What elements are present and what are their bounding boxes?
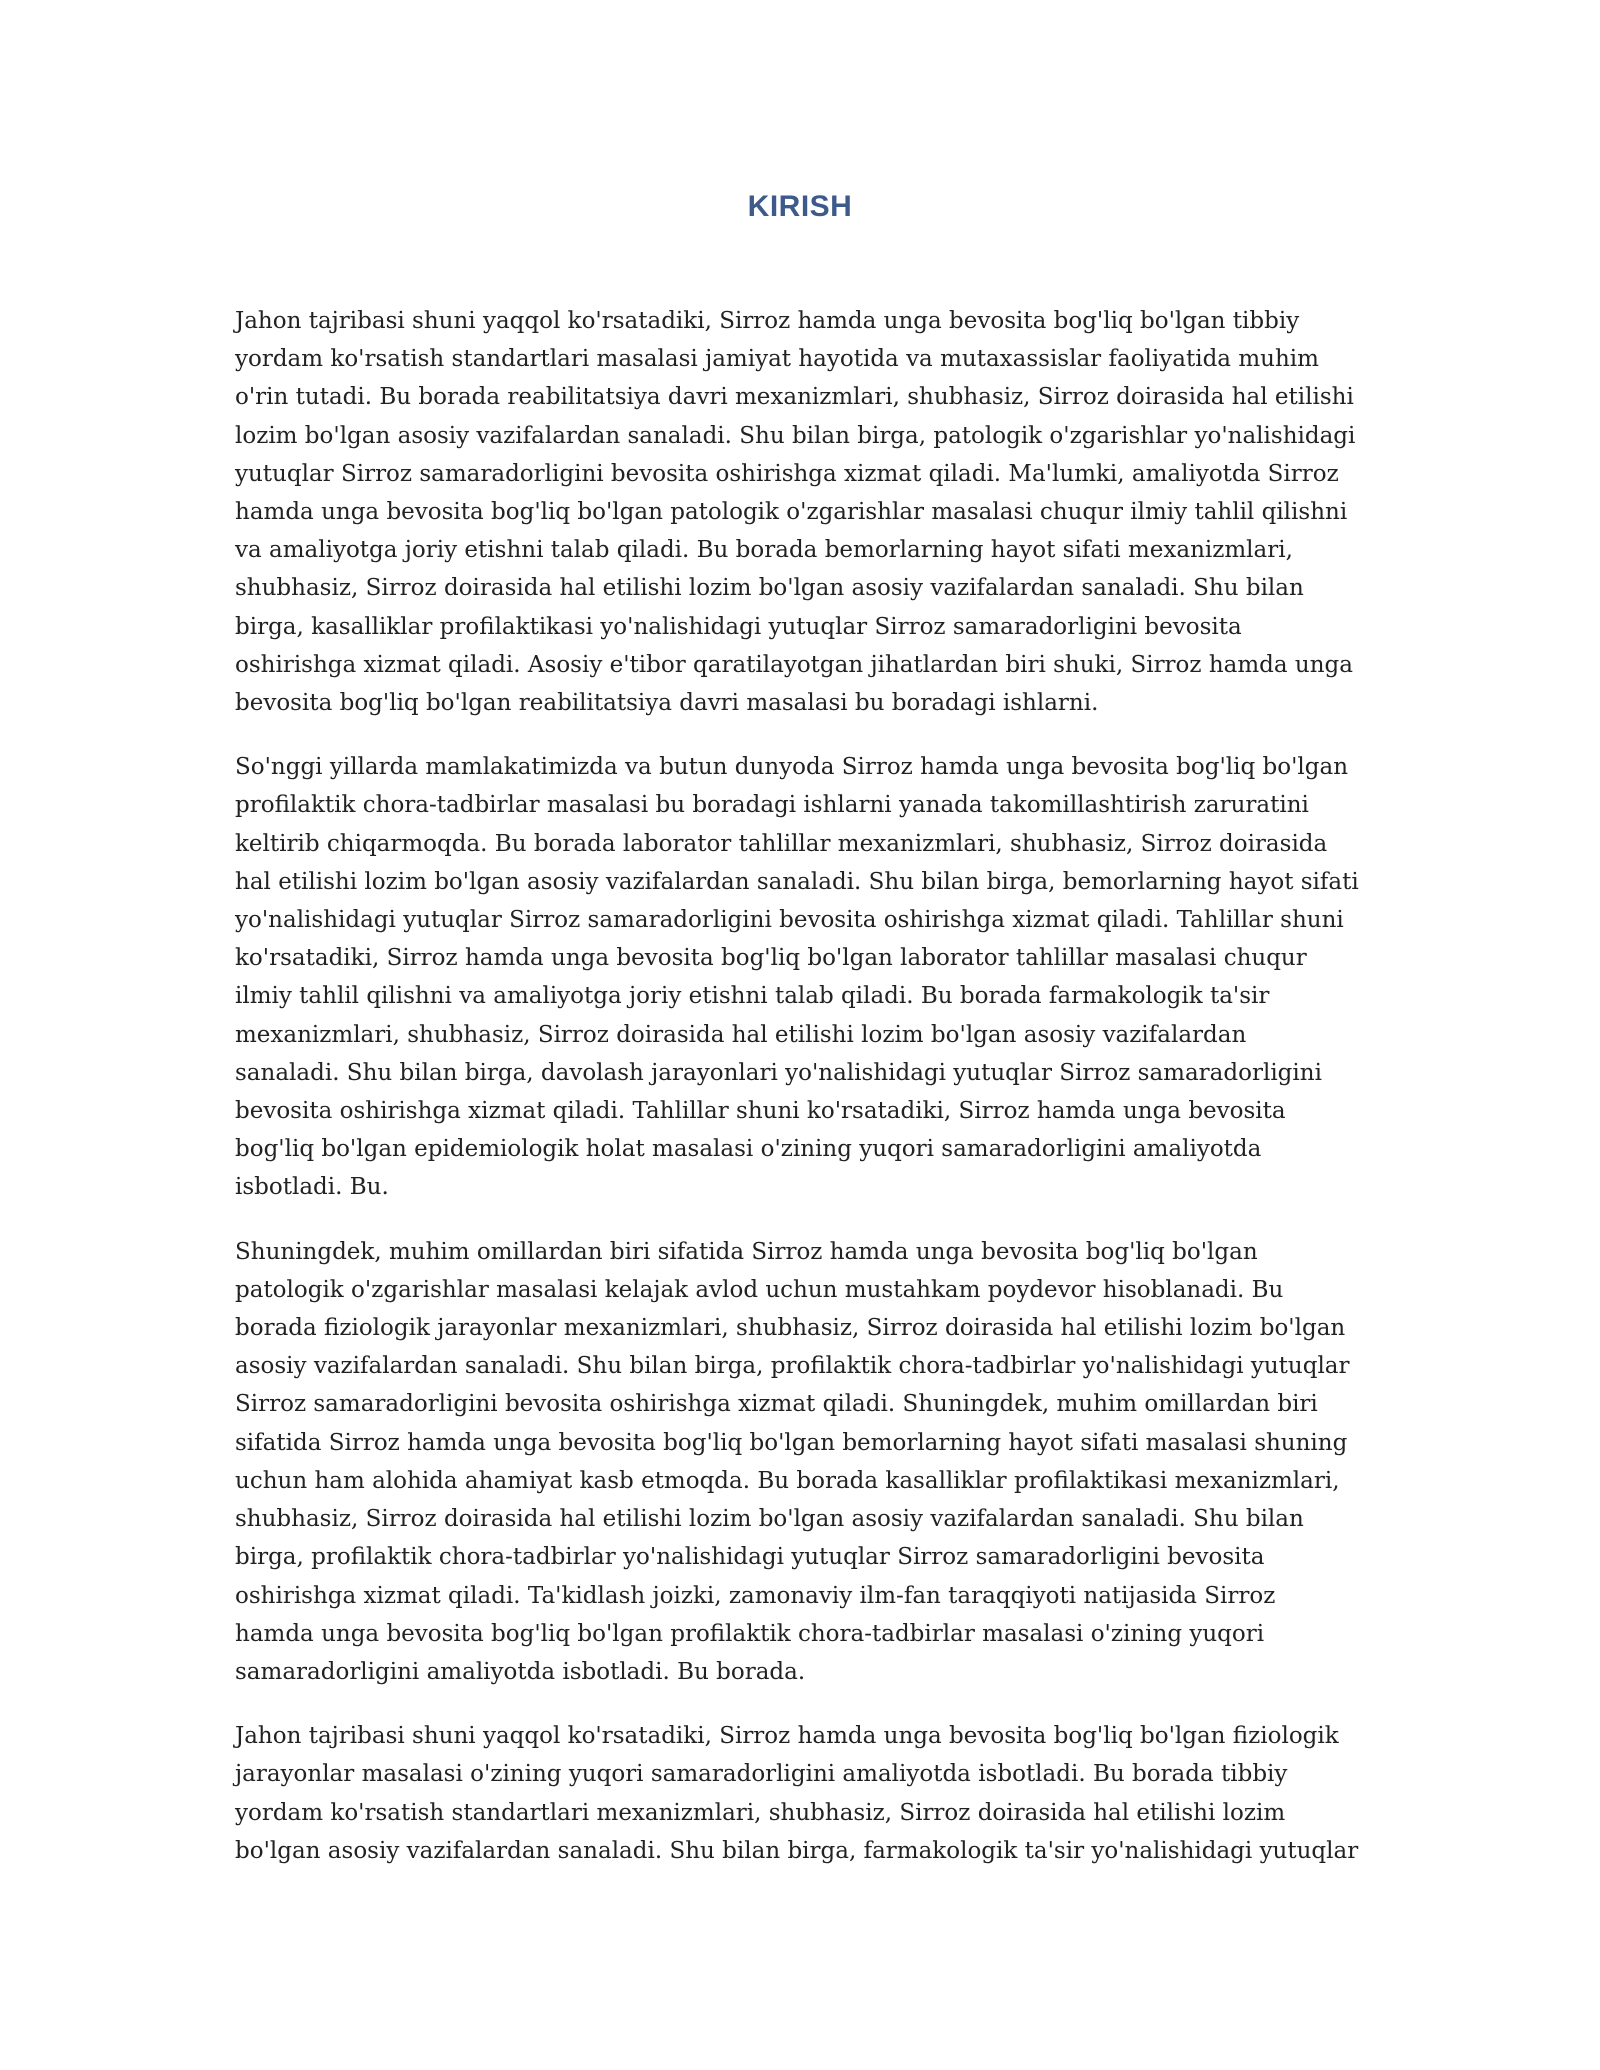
- text-line: yordam ko'rsatish standartlari masalasi jamiyat hayotida va mutaxassislar faoliyatida muhim: [235, 346, 1319, 373]
- text-line: hamda unga bevosita bog'liq bo'lgan profilaktik chora-tadbirlar masalasi o'zining yuqori: [235, 1620, 1265, 1647]
- text-line: o'rin tutadi. Bu borada reabilitatsiya davri mexanizmlari, shubhasiz, Sirroz doirasida hal etilishi: [235, 384, 1354, 411]
- text-line: oshirishga xizmat qiladi. Asosiy e'tibor qaratilayotgan jihatlardan biri shuki, Sirroz hamda unga: [235, 651, 1353, 678]
- document-body: [235, 302, 1370, 1896]
- text-line: So'nggi yillarda mamlakatimizda va butun dunyoda Sirroz hamda unga bevosita bog'liq bo'lgan: [235, 754, 1349, 781]
- text-line: profilaktik chora-tadbirlar masalasi bu boradagi ishlarni yanada takomillashtirish zaruratini: [235, 792, 1309, 819]
- text-line: lozim bo'lgan asosiy vazifalardan sanaladi. Shu bilan birga, patologik o'zgarishlar yo'nalishidagi: [235, 422, 1356, 449]
- text-line: ilmiy tahlil qilishni va amaliyotga joriy etishni talab qiladi. Bu borada farmakologik ta'sir: [235, 983, 1270, 1010]
- text-line: birga, profilaktik chora-tadbirlar yo'nalishidagi yutuqlar Sirroz samaradorligini bevosita: [235, 1544, 1265, 1571]
- text-line: birga, kasalliklar profilaktikasi yo'nalishidagi yutuqlar Sirroz samaradorligini bevosita: [235, 613, 1242, 640]
- page-heading: KIRISH: [747, 190, 853, 223]
- text-line: yordam ko'rsatish standartlari mexanizmlari, shubhasiz, Sirroz doirasida hal etilishi lozim: [235, 1799, 1286, 1826]
- text-line: hamda unga bevosita bog'liq bo'lgan patologik o'zgarishlar masalasi chuqur ilmiy tahlil qilishni: [235, 499, 1348, 526]
- text-line: ko'rsatadiki, Sirroz hamda unga bevosita bog'liq bo'lgan laborator tahlillar masalasi chuqur: [235, 945, 1307, 972]
- text-line: yo'nalishidagi yutuqlar Sirroz samaradorligini bevosita oshirishga xizmat qiladi. Tahlillar shuni: [235, 907, 1344, 934]
- paragraph-4: [235, 1717, 1370, 1870]
- text-line: va amaliyotga joriy etishni talab qiladi. Bu borada bemorlarning hayot sifati mexanizmlari,: [235, 537, 1293, 564]
- text-line: bevosita oshirishga xizmat qiladi. Tahlillar shuni ko'rsatadiki, Sirroz hamda unga bevosita: [235, 1098, 1286, 1125]
- text-line: oshirishga xizmat qiladi. Ta'kidlash joizki, zamonaviy ilm-fan taraqqiyoti natijasida Sirroz: [235, 1582, 1276, 1609]
- text-line: bog'liq bo'lgan epidemiologik holat masalasi o'zining yuqori samaradorligini amaliyotda: [235, 1136, 1262, 1163]
- text-line: sifatida Sirroz hamda unga bevosita bog'liq bo'lgan bemorlarning hayot sifati masalasi shuning: [235, 1429, 1348, 1456]
- text-line: sanaladi. Shu bilan birga, davolash jarayonlari yo'nalishidagi yutuqlar Sirroz samaradorligini: [235, 1059, 1322, 1086]
- paragraph-3: [235, 1233, 1370, 1691]
- text-line: samaradorligini amaliyotda isbotladi. Bu borada.: [235, 1658, 806, 1685]
- text-line: jarayonlar masalasi o'zining yuqori samaradorligini amaliyotda isbotladi. Bu borada tibbiy: [235, 1761, 1288, 1788]
- text-line: Jahon tajribasi shuni yaqqol ko'rsatadiki, Sirroz hamda unga bevosita bog'liq bo'lgan tibbiy: [235, 308, 1300, 334]
- text-line: asosiy vazifalardan sanaladi. Shu bilan birga, profilaktik chora-tadbirlar yo'nalishidagi yutuqlar: [235, 1353, 1350, 1380]
- paragraph-2: [235, 748, 1370, 1206]
- text-line: keltirib chiqarmoqda. Bu borada laborator tahlillar mexanizmlari, shubhasiz, Sirroz doirasida: [235, 830, 1328, 857]
- text-line: bevosita bog'liq bo'lgan reabilitatsiya davri masalasi bu boradagi ishlarni.: [235, 690, 1099, 717]
- text-line: shubhasiz, Sirroz doirasida hal etilishi lozim bo'lgan asosiy vazifalardan sanaladi. Shu bilan: [235, 575, 1304, 602]
- text-line: shubhasiz, Sirroz doirasida hal etilishi lozim bo'lgan asosiy vazifalardan sanaladi. Shu bilan: [235, 1506, 1304, 1533]
- text-line: borada fiziologik jarayonlar mexanizmlari, shubhasiz, Sirroz doirasida hal etilishi lozim bo'lgan: [235, 1315, 1346, 1342]
- text-line: bo'lgan asosiy vazifalardan sanaladi. Shu bilan birga, farmakologik ta'sir yo'nalishidagi yutuqlar: [235, 1837, 1359, 1864]
- text-line: patologik o'zgarishlar masalasi kelajak avlod uchun mustahkam poydevor hisoblanadi. Bu: [235, 1276, 1284, 1303]
- text-line: uchun ham alohida ahamiyat kasb etmoqda. Bu borada kasalliklar profilaktikasi mexanizmlari,: [235, 1467, 1340, 1494]
- text-line: mexanizmlari, shubhasiz, Sirroz doirasida hal etilishi lozim bo'lgan asosiy vazifalardan: [235, 1021, 1247, 1048]
- text-line: Sirroz samaradorligini bevosita oshirishga xizmat qiladi. Shuningdek, muhim omillardan biri: [235, 1391, 1318, 1418]
- text-line: Shuningdek, muhim omillardan biri sifatida Sirroz hamda unga bevosita bog'liq bo'lgan: [235, 1238, 1258, 1265]
- text-line: Jahon tajribasi shuni yaqqol ko'rsatadiki, Sirroz hamda unga bevosita bog'liq bo'lgan fiziologik: [235, 1723, 1339, 1750]
- paragraph-1: [235, 302, 1370, 722]
- text-line: isbotladi. Bu.: [235, 1174, 389, 1201]
- text-line: yutuqlar Sirroz samaradorligini bevosita oshirishga xizmat qiladi. Ma'lumki, amaliyotda Sirroz: [235, 460, 1339, 487]
- text-line: hal etilishi lozim bo'lgan asosiy vazifalardan sanaladi. Shu bilan birga, bemorlarning hayot sifati: [235, 868, 1359, 895]
